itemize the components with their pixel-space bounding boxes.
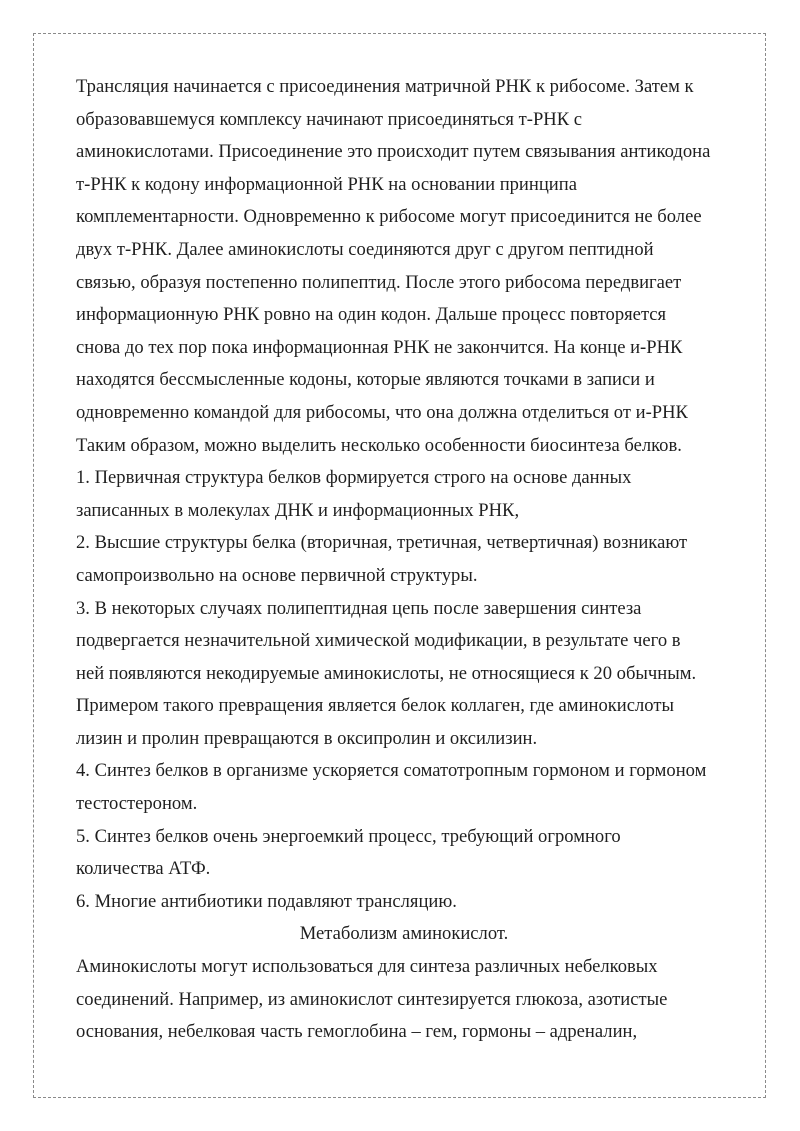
list-item-line: 2. Высшие структуры белка (вторичная, третичная, четвертичная) возникают xyxy=(76,532,688,554)
text-line: Трансляция начинается с присоединения матричной РНК к рибосоме. Затем к xyxy=(76,76,694,97)
text-line: Аминокислоты могут использоваться для синтеза различных небелковых xyxy=(76,956,658,978)
text-line: основания, небелковая часть гемоглобина – гем, гормоны – адреналин, xyxy=(76,1021,638,1043)
text-line: т-РНК к кодону информационной РНК на основании принципа xyxy=(76,173,577,195)
text-line: двух т-РНК. Далее аминокислоты соединяются друг с другом пептидной xyxy=(76,238,654,260)
list-item-line: 1. Первичная структура белков формируется строго на основе данных xyxy=(76,467,632,489)
text-line: находятся бессмысленные кодоны, которые являются точками в записи и xyxy=(76,369,655,391)
section-heading: Метаболизм аминокислот. xyxy=(299,923,509,945)
list-item-line: самопроизвольно на основе первичной структуры. xyxy=(76,564,478,586)
document-body xyxy=(76,71,732,1049)
list-item-line: 6. Многие антибиотики подавляют трансляцию. xyxy=(76,890,457,912)
list-item-line: 3. В некоторых случаях полипептидная цепь после завершения синтеза xyxy=(76,597,642,619)
text-line: соединений. Например, из аминокислот синтезируется глюкоза, азотистые xyxy=(76,988,668,1010)
list-item-line: количества АТФ. xyxy=(76,858,211,880)
text-line: связью, образуя постепенно полипептид. После этого рибосома передвигает xyxy=(76,271,682,293)
list-item-line: ней появляются некодируемые аминокислоты, не относящиеся к 20 обычным. xyxy=(76,662,697,684)
list-item-line: записанных в молекулах ДНК и информационных РНК, xyxy=(76,499,520,521)
text-line: снова до тех пор пока информационная РНК не закончится. На конце и-РНК xyxy=(76,336,683,358)
list-item-line: Примером такого превращения является белок коллаген, где аминокислоты xyxy=(76,695,674,717)
text-line: Таким образом, можно выделить несколько особенности биосинтеза белков. xyxy=(76,434,682,456)
text-line: образовавшемуся комплексу начинают присоединяться т-РНК с xyxy=(76,108,583,130)
list-item-line: лизин и пролин превращаются в оксипролин и оксилизин. xyxy=(76,727,538,749)
list-item-line: тестостероном. xyxy=(76,793,198,815)
text-line: информационную РНК ровно на один кодон. Дальше процесс повторяется xyxy=(76,304,667,326)
list-item-line: подвергается незначительной химической модификации, в результате чего в xyxy=(76,630,681,652)
text-line: аминокислотами. Присоединение это происходит путем связывания антикодона xyxy=(76,141,711,163)
text-line: комплементарности. Одновременно к рибосоме могут присоединится не более xyxy=(76,206,702,228)
list-item-line: 5. Синтез белков очень энергоемкий процесс, требующий огромного xyxy=(76,825,621,847)
text-line: одновременно командой для рибосомы, что она должна отделиться от и-РНК xyxy=(76,401,688,423)
list-item-line: 4. Синтез белков в организме ускоряется соматотропным гормоном и гормоном xyxy=(76,760,707,782)
